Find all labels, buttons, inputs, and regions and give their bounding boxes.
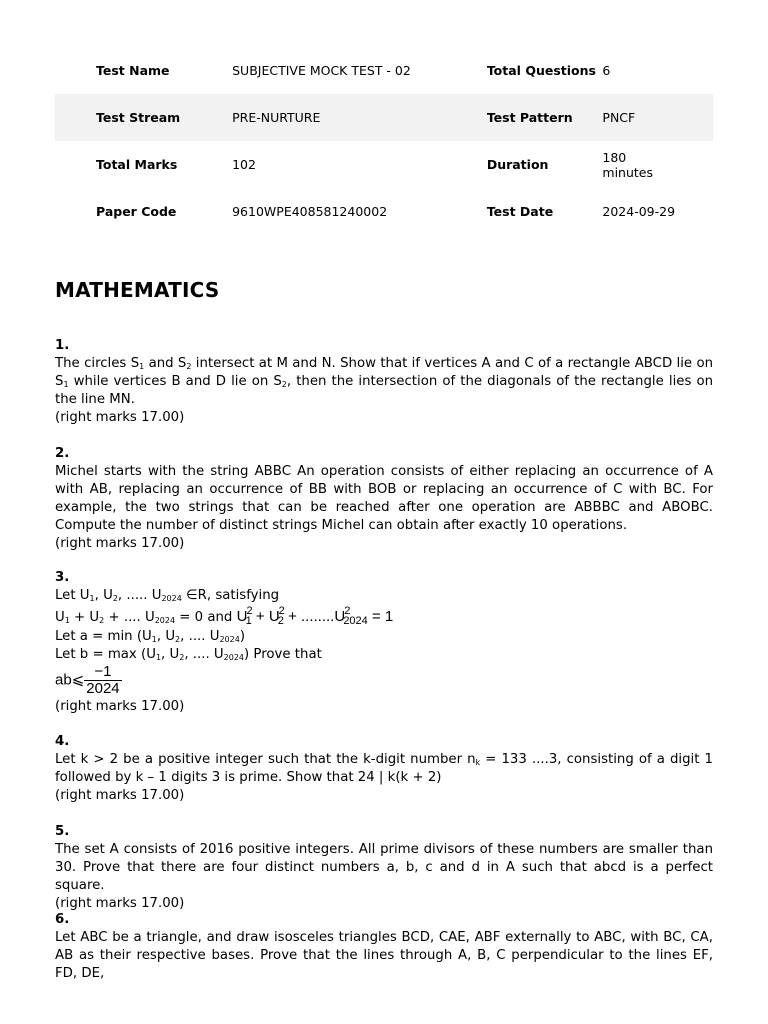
sum-of-squares-formula: $U^2_1 + U^2_2 + ........U^2_{2024} = 1$ — [236, 605, 394, 627]
duration-label: Duration — [486, 157, 549, 172]
test-name-value: SUBJECTIVE MOCK TEST - 02 — [232, 63, 411, 78]
paper-code-value: 9610WPE408581240002 — [232, 204, 388, 219]
question-4 — [55, 733, 713, 805]
subject-heading: MATHEMATICS — [55, 278, 220, 302]
test-pattern-value: PNCF — [602, 110, 636, 125]
question-line: Let $U_1$, $U_2$, ..... $U_{2024}$ ∈R, satisfying — [55, 588, 280, 603]
question-marks: (right marks 17.00) — [55, 699, 185, 714]
question-line: $U_1 + U_2$ + .... $U_{2024} = 0$ and $U^2_1 + U^2_2 + ........U^2_{2024} = 1$ — [55, 605, 394, 627]
question-text: The set A consists of 2016 positive integers. All prime divisors of these numbers are smaller than 30. Prove that there are four distinct numbers a, b, c and d in A such that abcd is a perfect square. — [55, 842, 713, 893]
question-3 — [55, 569, 713, 716]
test-date-label: Test Date — [486, 204, 554, 219]
question-number: 4. — [55, 734, 70, 749]
question-text: Let ABC be a triangle, and draw isosceles triangles BCD, CAE, ABF externally to ABC, with BC, CA, AB as their respective bases. Prove that the lines through A, B, C perpendicular to the lines EF, FD, DE, — [55, 930, 713, 981]
paper-code-label: Paper Code — [96, 204, 177, 219]
total-marks-value: 102 — [232, 157, 256, 172]
question-text: Michel starts with the string ABBC An operation consists of either replacing an occurrence of A with AB, replacing an occurrence of BB with BOB or replacing an occurrence of C with BC. For example, the two strings that can be reached after one operation are ABBBC and ABOBC. Compute the number of distinct strings Michel can obtain after exactly 10 operations. — [55, 464, 713, 533]
total-marks-label: Total Marks — [96, 157, 178, 172]
info-row — [55, 141, 713, 188]
total-questions-label: Total Questions — [486, 63, 596, 78]
question-number: 5. — [55, 824, 70, 839]
question-6 — [55, 911, 713, 983]
question-marks: (right marks 17.00) — [55, 788, 185, 803]
test-pattern-label: Test Pattern — [486, 110, 573, 125]
total-questions-value: 6 — [602, 63, 611, 78]
info-row — [55, 47, 713, 94]
question-1 — [55, 337, 713, 427]
question-line: Let $a = \min (U_1$, $U_2$, .... $U_{2024}$) — [55, 629, 246, 644]
question-marks: (right marks 17.00) — [55, 410, 185, 425]
inequality: ab⩽ $\frac{-1}{2024}$ — [55, 663, 120, 697]
question-marks: (right marks 17.00) — [55, 536, 185, 551]
question-marks: (right marks 17.00) — [55, 896, 185, 911]
question-5 — [55, 823, 713, 913]
test-date-value: 2024-09-29 — [602, 204, 676, 219]
question-text: Let k > 2 be a positive integer such that the k-digit number $n_k = 133$ ....3, consisting of a digit 1 followed by k – 1 digits 3 is prime. Show that 24 | k(k + 2) — [55, 752, 713, 785]
question-text: The circles $S_1$ and $S_2$ intersect at M and N. Show that if vertices A and C of a rectangle ABCD lie on $S_1$ while vertices B and D lie on $S_2$, then the intersection of the diagonals of the rectangle lies on the line MN. — [55, 356, 714, 407]
question-number: 6. — [55, 912, 70, 927]
info-row — [55, 188, 713, 235]
test-stream-value: PRE-NURTURE — [232, 110, 321, 125]
question-number: 2. — [55, 446, 70, 461]
question-2 — [55, 445, 713, 553]
info-row — [55, 94, 713, 141]
test-stream-label: Test Stream — [96, 110, 181, 125]
question-number: 3. — [55, 570, 70, 585]
test-info-table — [55, 47, 713, 235]
question-line: Let $b = \max (U_1$, $U_2$, .... $U_{2024}$) Prove that — [55, 647, 322, 662]
question-number: 1. — [55, 338, 70, 353]
duration-value: 180 minutes — [602, 149, 654, 180]
test-name-label: Test Name — [96, 63, 170, 78]
fraction: $\frac{-1}{2024}$ — [86, 663, 120, 697]
